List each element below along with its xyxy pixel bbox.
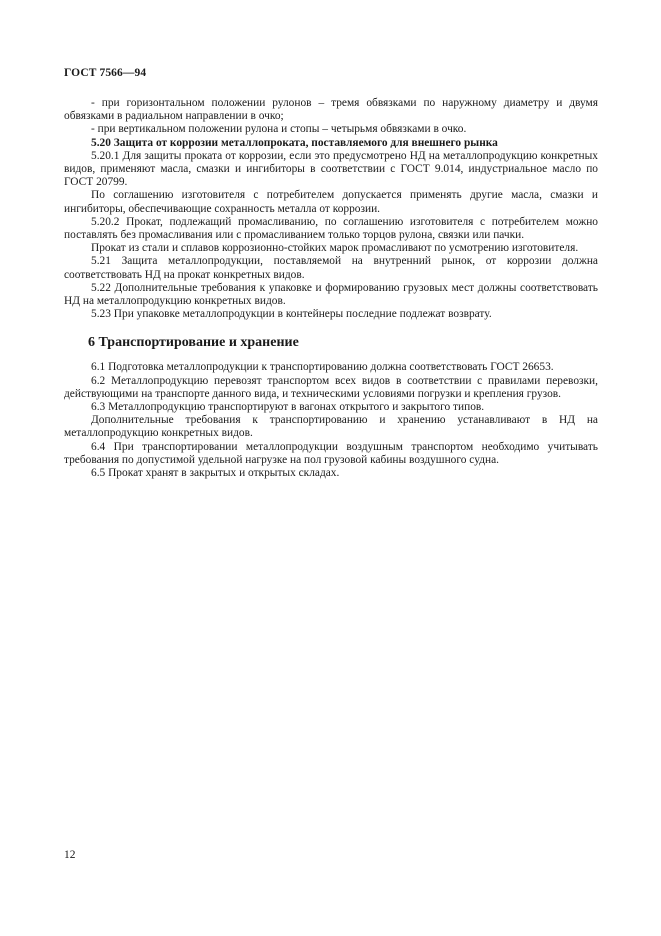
list-item: - при вертикальном положении рулона и стопы – четырьмя обвязками в очко. xyxy=(91,123,467,136)
paragraph: 6.5 Прокат хранят в закрытых и открытых складах. xyxy=(91,467,340,480)
paragraph: 6.4 При транспортировании металлопродукции воздушным транспортом необходимо учитывать требования по допустимой удельной нагрузке на пол грузовой кабины воздушного судна. xyxy=(64,440,598,466)
clause-heading: 5.20 Защита от коррозии металлопроката, поставляемого для внешнего рынка xyxy=(91,136,498,149)
paragraph: 5.20.1 Для защиты проката от коррозии, если это предусмотрено НД на металлопродукцию конкретных видов, применяют масла, смазки и ингибиторы в соответствии с ГОСТ 9.014, индустриальное масло по ГОСТ 20799. xyxy=(64,149,598,189)
paragraph: 5.21 Защита металлопродукции, поставляемой на внутренний рынок, от коррозии должна соответствовать НД на прокат конкретных видов. xyxy=(64,255,598,281)
paragraph: 6.3 Металлопродукцию транспортируют в вагонах открытого и закрытого типов. xyxy=(91,401,485,414)
document-body xyxy=(64,97,598,480)
section-heading: 6 Транспортирование и хранение xyxy=(88,335,299,351)
paragraph: 6.1 Подготовка металлопродукции к транспортированию должна соответствовать ГОСТ 26653. xyxy=(91,361,554,374)
paragraph: Дополнительные требования к транспортированию и хранению устанавливают в НД на металлопродукцию конкретных видов. xyxy=(64,414,598,440)
paragraph: 5.20.2 Прокат, подлежащий промасливанию, по соглашению изготовителя с потребителем можно поставлять без промасливания или с промасливанием только торцов рулона, связки или пачки. xyxy=(64,215,598,242)
paragraph: 6.2 Металлопродукцию перевозят транспортом всех видов в соответствии с правилами перевозки, действующими на транспорте данного вида, и техническими условиями погрузки и крепления грузов. xyxy=(64,374,598,400)
paragraph: Прокат из стали и сплавов коррозионно-стойких марок промасливают по усмотрению изготовителя. xyxy=(91,242,579,255)
page-number: 12 xyxy=(64,849,76,861)
paragraph: По соглашению изготовителя с потребителем допускается применять другие масла, смазки и ингибиторы, обеспечивающие сохранность металла от коррозии. xyxy=(64,189,598,215)
standard-designation: ГОСТ 7566—94 xyxy=(64,67,147,79)
list-item: - при горизонтальном положении рулонов – тремя обвязками по наружному диаметру и двумя обвязками в радиальном направлении в очко; xyxy=(64,97,598,123)
paragraph: 5.22 Дополнительные требования к упаковке и формированию грузовых мест должны соответствовать НД на металлопродукцию конкретных видов. xyxy=(64,281,598,308)
paragraph: 5.23 При упаковке металлопродукции в контейнеры последние подлежат возврату. xyxy=(91,308,492,321)
